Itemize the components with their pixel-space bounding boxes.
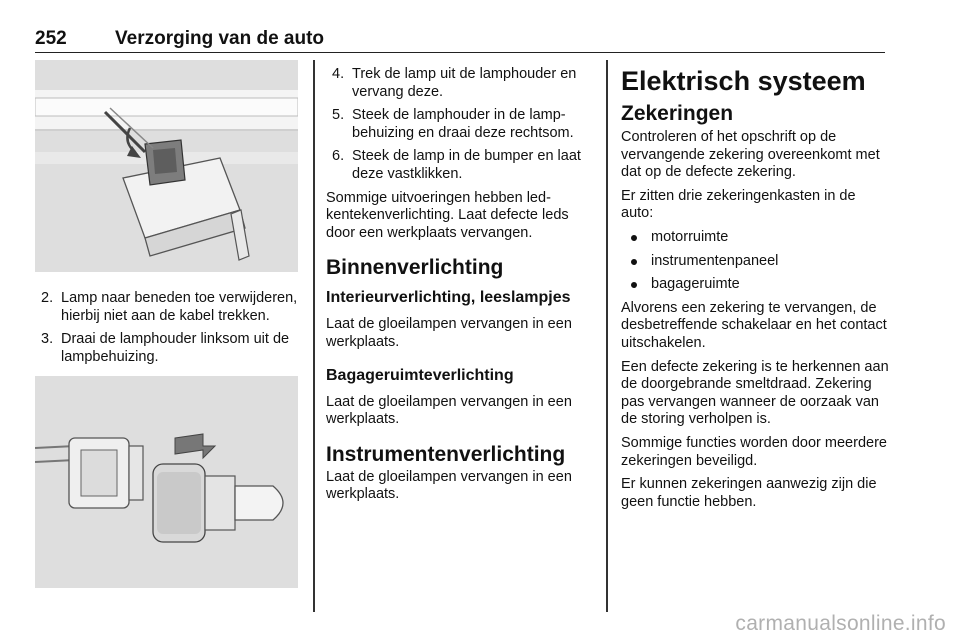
instrument-lighting-text: Laat de gloeilampen vervangen in een werkplaats. — [326, 468, 572, 503]
subsection-luggage-lighting: Bagageruimteverlichting — [326, 366, 514, 384]
page-header — [35, 24, 885, 53]
subsection-instrument-lighting: Instrumentenverlichting — [326, 442, 566, 466]
step-2: 2. Lamp naar beneden toe verwijderen, hierbij niet aan de kabel trekken. — [41, 290, 298, 324]
reading-lights-text: Laat de gloeilampen vervangen in een werkplaats. — [326, 316, 572, 350]
fuses-p3: Alvorens een zekering te vervangen, de desbetreffende schakelaar en het contact uitschakelen. — [621, 299, 887, 351]
step-3: 3. Draai de lamphouder linksom uit de lampbehuizing. — [41, 331, 290, 365]
column-middle — [326, 60, 594, 510]
page-title: Verzorging van de auto — [115, 28, 325, 49]
list-item: bagageruimte — [621, 276, 889, 294]
watermark: carmanualsonline.info — [735, 612, 946, 635]
step-6: 6. Steek de lamp in de bumper en laat deze vastklikken. — [332, 148, 581, 182]
fuses-p5: Sommige functies worden door meerdere zekeringen beveiligd. — [621, 434, 887, 469]
column-right — [621, 60, 889, 517]
luggage-lighting-text: Laat de gloeilampen vervangen in een werkplaats. — [326, 393, 572, 428]
section-title-electrical: Elektrisch systeem — [621, 66, 866, 96]
list-item: motorruimte — [621, 229, 889, 247]
bulb-holder-illustration — [35, 376, 298, 588]
section-title-interior-lighting: Binnenverlichting — [326, 256, 504, 280]
page-number: 252 — [35, 28, 67, 49]
subsection-fuses: Zekeringen — [621, 102, 734, 125]
column-divider-2 — [606, 60, 608, 612]
fuses-p2: Er zitten drie zekeringenkasten in de auto: — [621, 187, 856, 222]
column-left — [35, 60, 298, 588]
fuses-p1: Controleren of het opschrift op de vervangende zekering overeenkomt met dat op de defecte zekering. — [621, 129, 880, 181]
lamp-housing-illustration — [35, 60, 298, 272]
list-item: instrumentenpaneel — [621, 253, 889, 271]
led-note: Sommige uitvoeringen hebben led-kentekenverlichting. Laat defecte leds door een werkplaats vervangen. — [326, 189, 569, 241]
column-divider-1 — [313, 60, 315, 612]
step-5: 5. Steek de lamphouder in de lampbehuizing en draai deze rechtsom. — [332, 107, 574, 141]
fuses-p4: Een defecte zekering is te herkennen aan de doorgebrande smeltdraad. Zekering pas vervangen wanneer de oorzaak van de storing verholpen is. — [621, 358, 889, 428]
fuse-box-list — [621, 229, 889, 294]
fuses-p6: Er kunnen zekeringen aanwezig zijn die geen functie hebben. — [621, 476, 877, 510]
subsection-reading-lights: Interieurverlichting, leeslampjes — [326, 289, 571, 307]
step-4: 4. Trek de lamp uit de lamphouder en vervang deze. — [332, 66, 577, 100]
